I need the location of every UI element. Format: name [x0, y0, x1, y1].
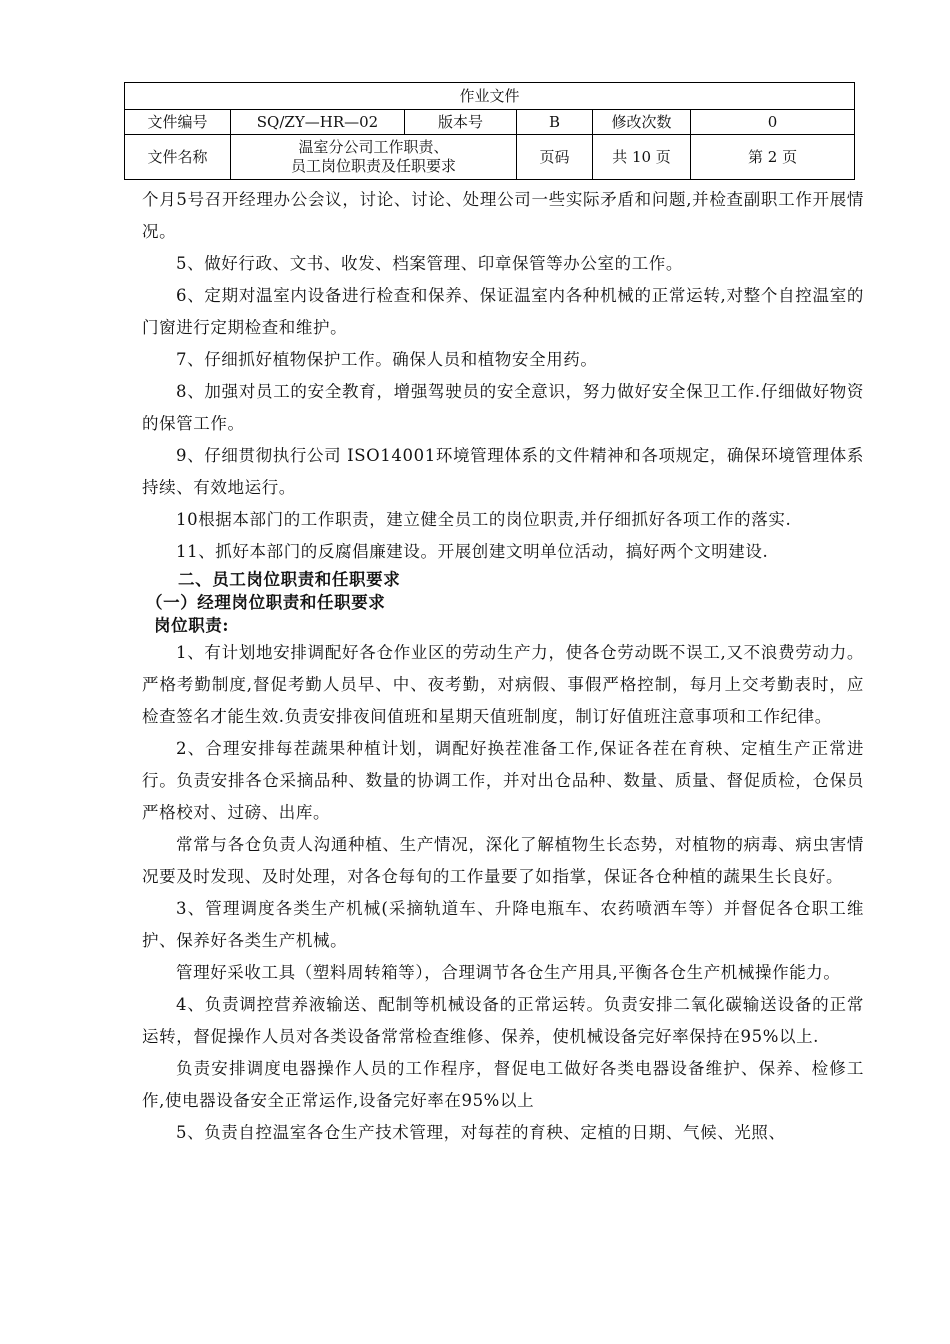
- paragraph: 5、负责自控温室各仓生产技术管理，对每茬的育秧、定植的日期、气候、光照、: [176, 1123, 786, 1142]
- paragraph: 5、做好行政、文书、收发、档案管理、印章保管等办公室的工作。: [176, 254, 683, 273]
- section-heading: 二、员工岗位职责和任职要求: [178, 570, 401, 589]
- doc-name-value: [231, 135, 517, 180]
- paragraph: 10根据本部门的工作职责，建立健全员工的岗位职责,并仔细抓好各项工作的落实.: [176, 510, 792, 529]
- doc-name-line2: 员工岗位职责及任职要求: [290, 157, 456, 175]
- paragraph: 4、负责调控营养液输送、配制等机械设备的正常运转。负责安排二氧化碳输送设备的正常运转，督促操作人员对各类设备常常检查维修、保养，使机械设备完好率保持在95%以上.: [142, 995, 864, 1046]
- document-header-table: [124, 82, 855, 180]
- doc-name-label: 文件名称: [125, 135, 231, 180]
- header-title: 作业文件: [125, 83, 855, 110]
- current-page: 第 2 页: [691, 135, 855, 180]
- paragraph: 负责安排调度电器操作人员的工作程序，督促电工做好各类电器设备维护、保养、检修工作,使电器设备安全正常运作,设备完好率在95%以上: [142, 1059, 864, 1110]
- doc-name-line1: 温室分公司工作职责、: [298, 138, 449, 156]
- paragraph: 1、有计划地安排调配好各仓作业区的劳动生产力，使各仓劳动既不误工,又不浪费劳动力。严格考勤制度,督促考勤人员早、中、夜考勤，对病假、事假严格控制，每月上交考勤表时，应检查签名才能生效.负责安排夜间值班和星期天值班制度，制订好值班注意事项和工作纪律。: [142, 643, 864, 726]
- version-value: B: [517, 110, 593, 135]
- document-body: [142, 184, 864, 1149]
- revision-label: 修改次数: [593, 110, 691, 135]
- doc-number-value: SQ/ZY—HR—02: [231, 110, 405, 135]
- paragraph: 常常与各仓负责人沟通种植、生产情况，深化了解植物生长态势，对植物的病毒、病虫害情况要及时发现、及时处理，对各仓每旬的工作量要了如指掌，保证各仓种植的蔬果生长良好。: [142, 835, 864, 886]
- duties-heading: 岗位职责:: [154, 616, 230, 635]
- paragraph: 9、仔细贯彻执行公司 ISO14001环境管理体系的文件精神和各项规定，确保环境管理体系持续、有效地运行。: [142, 446, 864, 497]
- subsection-heading: （一）经理岗位职责和任职要求: [146, 593, 386, 612]
- revision-value: 0: [691, 110, 855, 135]
- version-label: 版本号: [405, 110, 517, 135]
- paragraph: 3、管理调度各类生产机械(采摘轨道车、升降电瓶车、农药喷洒车等）并督促各仓职工维护、保养好各类生产机械。: [142, 899, 864, 950]
- paragraph: 7、仔细抓好植物保护工作。确保人员和植物安全用药。: [176, 350, 598, 369]
- total-pages: 共 10 页: [593, 135, 691, 180]
- paragraph: 个月5号召开经理办公会议，讨论、讨论、处理公司一些实际矛盾和问题,并检查副职工作开展情况。: [142, 190, 864, 241]
- paragraph: 8、加强对员工的安全教育，增强驾驶员的安全意识，努力做好安全保卫工作.仔细做好物资的保管工作。: [142, 382, 864, 433]
- paragraph: 6、定期对温室内设备进行检查和保养、保证温室内各种机械的正常运转,对整个自控温室的门窗进行定期检查和维护。: [142, 286, 864, 337]
- doc-number-label: 文件编号: [125, 110, 231, 135]
- page-label: 页码: [517, 135, 593, 180]
- paragraph: 管理好采收工具（塑料周转箱等），合理调节各仓生产用具,平衡各仓生产机械操作能力。: [176, 963, 841, 982]
- paragraph: 11、抓好本部门的反腐倡廉建设。开展创建文明单位活动，搞好两个文明建设.: [176, 542, 769, 561]
- paragraph: 2、合理安排每茬蔬果种植计划，调配好换茬准备工作,保证各茬在育秧、定植生产正常进行。负责安排各仓采摘品种、数量的协调工作，并对出仓品种、数量、质量、督促质检，仓保员严格校对、过磅、出库。: [142, 739, 864, 822]
